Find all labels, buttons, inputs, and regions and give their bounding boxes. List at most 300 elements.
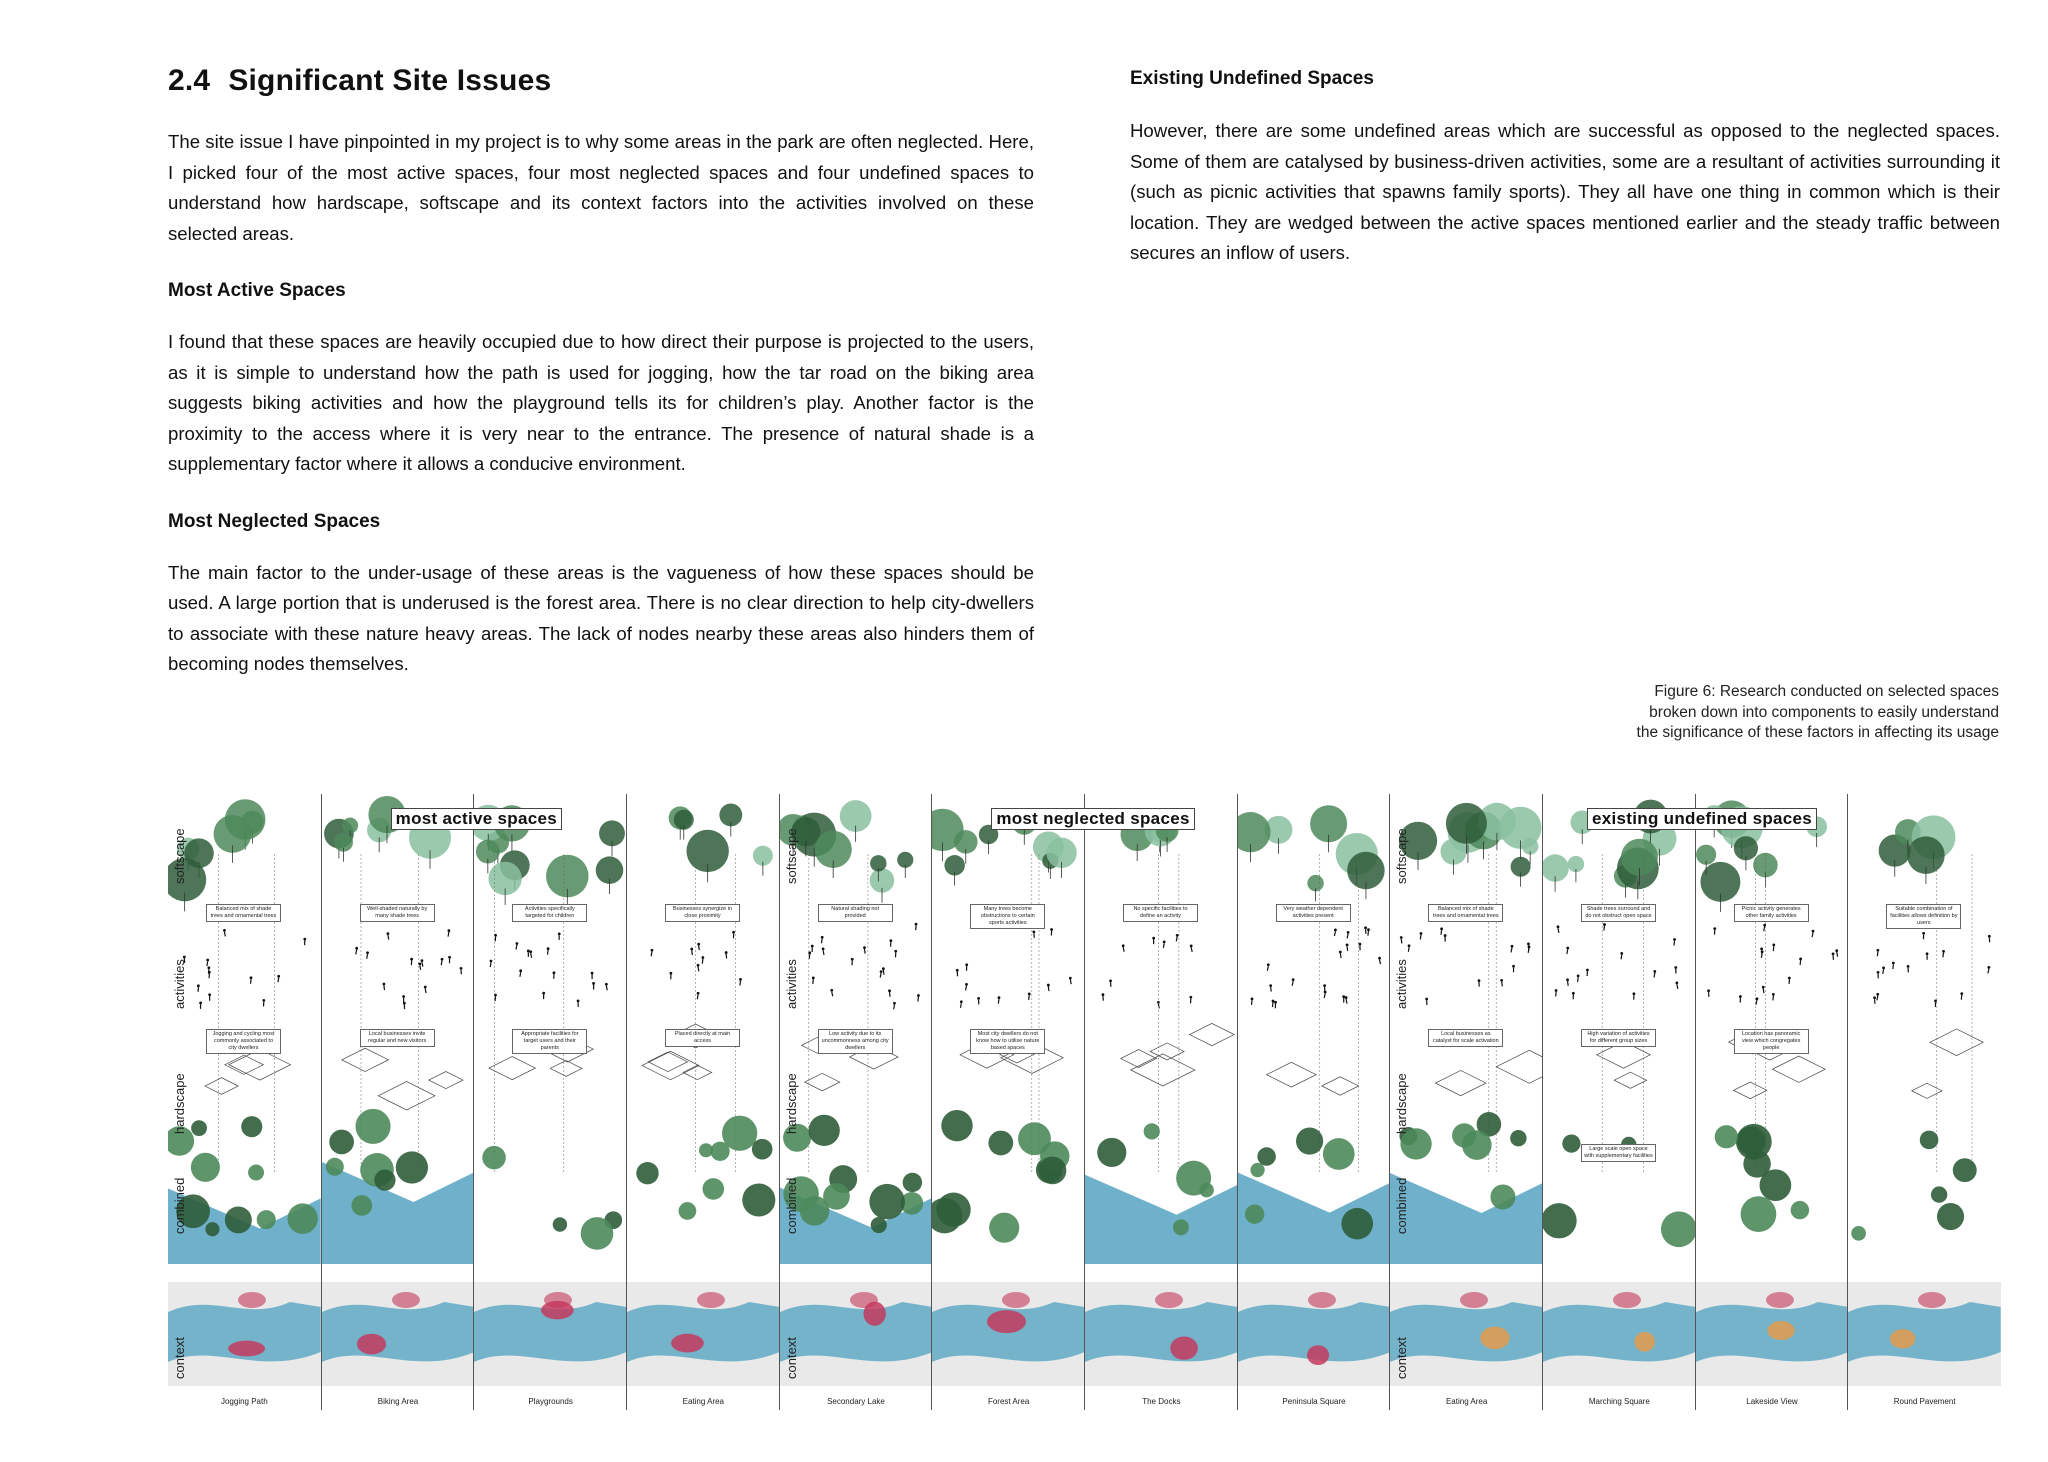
- person-mark: [1047, 984, 1050, 987]
- combined-tree-mark: [1250, 1163, 1264, 1177]
- person-mark: [1364, 926, 1367, 929]
- person-body: [697, 995, 698, 1000]
- person-mark: [1873, 996, 1876, 999]
- person-mark: [1342, 995, 1345, 998]
- combined-tree-mark: [483, 1146, 507, 1170]
- person-body: [692, 950, 693, 955]
- person-mark: [366, 951, 369, 954]
- person-mark: [1772, 993, 1775, 996]
- person-mark: [1760, 947, 1763, 950]
- context-highlight: [697, 1292, 725, 1308]
- person-mark: [1408, 944, 1411, 947]
- person-mark: [448, 956, 451, 959]
- person-mark: [960, 1000, 963, 1003]
- hardscape-mark: [1772, 1056, 1825, 1082]
- person-mark: [591, 972, 594, 975]
- person-body: [1877, 996, 1878, 1001]
- combined-tree-mark: [355, 1109, 390, 1144]
- row-label: activities: [783, 959, 799, 1009]
- person-mark: [520, 969, 523, 972]
- person-body: [1163, 943, 1164, 948]
- combined-tree-mark: [1511, 1130, 1527, 1146]
- person-mark: [914, 923, 917, 926]
- hardscape-mark: [1912, 1083, 1942, 1098]
- person-body: [388, 935, 389, 940]
- person-body: [1511, 948, 1512, 953]
- person-body: [1943, 953, 1944, 958]
- panel-label: Biking Area: [377, 1397, 419, 1406]
- hardscape-mark: [205, 1078, 238, 1095]
- person-mark: [1378, 957, 1381, 960]
- context-lake: [1390, 1302, 1543, 1362]
- person-mark: [208, 971, 211, 974]
- person-body: [384, 985, 385, 990]
- panel-note: Activities specifically targeted for children: [512, 904, 587, 922]
- combined-tree-mark: [248, 1165, 264, 1181]
- panel-label: Jogging Path: [220, 1397, 268, 1406]
- combined-tree-mark: [1144, 1123, 1160, 1139]
- hardscape-mark: [804, 1073, 839, 1091]
- figure-panel: [1389, 794, 1543, 1410]
- person-mark: [1269, 984, 1272, 987]
- context-highlight: [1308, 1292, 1336, 1308]
- context-lake: [1543, 1302, 1696, 1362]
- person-mark: [1831, 952, 1834, 955]
- combined-tree-mark: [1173, 1219, 1189, 1235]
- person-body: [1292, 981, 1293, 986]
- person-body: [1621, 955, 1622, 960]
- person-mark: [1271, 1000, 1274, 1003]
- combined-tree-mark: [679, 1202, 697, 1220]
- person-body: [1347, 946, 1348, 951]
- person-mark: [1772, 944, 1775, 947]
- panel-note: Many trees become obstructions to certain sports activities: [970, 904, 1045, 929]
- combined-tree-mark: [1740, 1196, 1776, 1232]
- context-highlight: [1767, 1321, 1794, 1340]
- water-mark: [322, 1162, 475, 1264]
- person-mark: [262, 999, 265, 1002]
- person-mark: [199, 1001, 202, 1004]
- person-mark: [1799, 958, 1802, 961]
- person-mark: [739, 978, 742, 981]
- person-body: [1763, 989, 1764, 994]
- person-mark: [1441, 927, 1444, 930]
- research-figure-strip: [168, 794, 2000, 1410]
- person-mark: [977, 997, 980, 1000]
- person-body: [422, 962, 423, 967]
- combined-tree-mark: [636, 1162, 658, 1184]
- person-body: [1763, 927, 1764, 932]
- person-mark: [1566, 978, 1569, 981]
- person-mark: [605, 983, 608, 986]
- person-body: [651, 952, 652, 957]
- panel-note: Local businesses invite regular and new visitors: [360, 1029, 435, 1047]
- context-highlight: [544, 1292, 572, 1308]
- person-body: [419, 965, 420, 970]
- context-highlight: [1155, 1292, 1183, 1308]
- person-body: [702, 959, 703, 964]
- person-mark: [1426, 998, 1429, 1001]
- person-body: [1340, 953, 1341, 958]
- person-mark: [812, 977, 815, 980]
- person-mark: [1555, 989, 1558, 992]
- row-label: combined: [1394, 1177, 1410, 1234]
- person-mark: [1250, 998, 1253, 1001]
- row-label: hardscape: [172, 1073, 187, 1134]
- person-mark: [355, 947, 358, 950]
- person-body: [1176, 937, 1177, 942]
- context-highlight: [1613, 1292, 1641, 1308]
- combined-tree-mark: [989, 1213, 1019, 1243]
- context-map: [1238, 1282, 1391, 1386]
- person-mark: [1713, 927, 1716, 930]
- context-map-drawing: [627, 1282, 780, 1386]
- person-body: [880, 973, 881, 978]
- context-map-drawing: [1085, 1282, 1238, 1386]
- person-mark: [1653, 970, 1656, 973]
- person-mark: [1176, 934, 1179, 937]
- person-mark: [440, 958, 443, 961]
- panel-note: No specific facilities to define an activity: [1123, 904, 1198, 922]
- combined-tree-mark: [1296, 1128, 1323, 1155]
- person-body: [224, 932, 225, 937]
- person-mark: [863, 946, 866, 949]
- combined-tree-mark: [1097, 1138, 1126, 1167]
- panel-label: Eating Area: [682, 1397, 725, 1406]
- row-label: hardscape: [1394, 1073, 1410, 1134]
- hardscape-mark: [1321, 1077, 1358, 1095]
- person-mark: [1988, 966, 1991, 969]
- context-highlight: [1918, 1292, 1946, 1308]
- person-mark: [1157, 1001, 1160, 1004]
- context-highlight: [1480, 1327, 1510, 1350]
- person-mark: [701, 956, 704, 959]
- combined-tree-mark: [191, 1153, 220, 1182]
- combined-tree-mark: [870, 1217, 886, 1233]
- combined-tree-mark: [329, 1130, 354, 1155]
- hardscape-mark: [1733, 1082, 1766, 1099]
- person-mark: [690, 948, 693, 951]
- person-body: [1071, 980, 1072, 985]
- undefined-spaces-paragraph: However, there are some undefined areas which are successful as opposed to the neglected spaces. Some of them are catalysed by business-driven activities, some are a resultant of activities surrounding it (such as picnic activities that spawns family sports). They all have one thing in common which is their location. They are wedged between the active spaces mentioned earlier and the steady traffic between secures an inflow of users.: [1130, 120, 2000, 263]
- person-mark: [1603, 923, 1606, 926]
- person-body: [1191, 947, 1192, 952]
- combined-tree-mark: [823, 1183, 850, 1210]
- person-mark: [1400, 936, 1403, 939]
- person-body: [1368, 931, 1369, 936]
- person-mark: [410, 958, 413, 961]
- panel-label: Round Pavement: [1893, 1397, 1956, 1406]
- person-mark: [1988, 935, 1991, 938]
- context-map: [1543, 1282, 1696, 1386]
- person-mark: [1707, 989, 1710, 992]
- person-mark: [1883, 966, 1886, 969]
- context-map: [322, 1282, 475, 1386]
- person-body: [448, 932, 449, 937]
- person-mark: [1811, 930, 1814, 933]
- person-body: [366, 954, 367, 959]
- combined-tree-mark: [191, 1120, 207, 1136]
- panel-note: Very weather dependent activities present: [1276, 904, 1351, 922]
- person-body: [864, 949, 865, 954]
- hardscape-mark: [1189, 1023, 1234, 1045]
- person-body: [1049, 986, 1050, 991]
- figure-caption: [1579, 682, 1999, 744]
- person-body: [1558, 928, 1559, 933]
- group-title: existing undefined spaces: [1587, 808, 1817, 830]
- panel-note: Businesses synergize in close proximity: [665, 904, 740, 922]
- person-body: [1568, 981, 1569, 986]
- combined-tree-mark: [1737, 1126, 1766, 1155]
- combined-tree-mark: [1759, 1169, 1791, 1201]
- person-mark: [651, 949, 654, 952]
- person-mark: [669, 972, 672, 975]
- person-body: [1654, 973, 1655, 978]
- panel-note: Balanced mix of shade trees and ornamental trees: [206, 904, 281, 922]
- person-body: [1441, 930, 1442, 935]
- combined-tree-mark: [1714, 1125, 1737, 1148]
- combined-tree-mark: [869, 1184, 905, 1220]
- context-map: [1848, 1282, 2001, 1386]
- combined-tree-mark: [287, 1203, 317, 1233]
- combined-tree-mark: [1245, 1205, 1264, 1224]
- person-mark: [697, 943, 700, 946]
- person-mark: [851, 958, 854, 961]
- person-body: [278, 978, 279, 983]
- context-map-drawing: [1543, 1282, 1696, 1386]
- person-mark: [1122, 944, 1125, 947]
- person-body: [823, 950, 824, 955]
- group-title: most neglected spaces: [991, 808, 1194, 830]
- combined-tree-mark: [742, 1183, 775, 1216]
- person-mark: [725, 951, 728, 954]
- person-mark: [1633, 992, 1636, 995]
- person-body: [1272, 1002, 1273, 1007]
- person-body: [548, 950, 549, 955]
- panel-label: Lakeside View: [1746, 1397, 1798, 1406]
- context-map: [1085, 1282, 1238, 1386]
- combined-tree-mark: [1937, 1203, 1964, 1230]
- context-map: [168, 1282, 321, 1386]
- person-mark: [1877, 971, 1880, 974]
- panel-note: Natural shading not provided: [818, 904, 893, 922]
- person-mark: [1420, 932, 1423, 935]
- combined-tree-mark: [395, 1151, 427, 1183]
- person-body: [1756, 1000, 1757, 1005]
- person-mark: [1028, 993, 1031, 996]
- person-mark: [1478, 979, 1481, 982]
- person-body: [207, 961, 208, 966]
- page-title: [168, 64, 1034, 98]
- combined-tree-mark: [808, 1115, 839, 1146]
- person-body: [1409, 947, 1410, 952]
- person-mark: [1961, 992, 1964, 995]
- person-mark: [418, 963, 421, 966]
- hardscape-mark: [1266, 1062, 1315, 1087]
- active-spaces-heading: Most Active Spaces: [168, 280, 346, 301]
- context-lake: [780, 1302, 933, 1362]
- panel-note: Placed directly at main access: [665, 1029, 740, 1047]
- hardscape-mark: [1930, 1029, 1983, 1056]
- person-mark: [1190, 944, 1193, 947]
- person-body: [1502, 982, 1503, 987]
- panel-note: Large scale open space with supplementary facilities: [1581, 1144, 1656, 1162]
- right-column: [1130, 64, 2000, 269]
- person-body: [961, 1003, 962, 1008]
- person-body: [1567, 949, 1568, 954]
- person-mark: [1069, 977, 1072, 980]
- person-mark: [1344, 996, 1347, 999]
- panel-note: Well-shaded naturally by many shade trees: [360, 904, 435, 922]
- combined-tree-mark: [225, 1206, 252, 1233]
- combined-tree-mark: [1341, 1208, 1373, 1240]
- person-mark: [1345, 943, 1348, 946]
- caption-line: broken down into components to easily understand: [1649, 703, 1999, 721]
- context-map: [474, 1282, 627, 1386]
- row-label: combined: [783, 1177, 799, 1234]
- context-map: [627, 1282, 780, 1386]
- combined-tree-mark: [752, 1139, 773, 1160]
- panel-note: Suitable combination of facilities allows definition by users: [1886, 904, 1961, 929]
- undefined-spaces-heading: Existing Undefined Spaces: [1130, 68, 1374, 89]
- person-body: [831, 992, 832, 997]
- person-mark: [1291, 978, 1294, 981]
- person-mark: [894, 950, 897, 953]
- figure-panel: [931, 794, 1085, 1410]
- person-mark: [223, 929, 226, 932]
- context-highlight: [1002, 1292, 1030, 1308]
- section-number: 2.4: [168, 64, 211, 97]
- figure-panel: [1847, 794, 2001, 1410]
- person-body: [607, 986, 608, 991]
- tree-mark: [1543, 854, 1569, 882]
- hardscape-mark: [648, 1052, 687, 1072]
- person-mark: [810, 945, 813, 948]
- hardscape-mark: [642, 1051, 699, 1079]
- person-mark: [577, 1000, 580, 1003]
- row-label: activities: [172, 959, 187, 1009]
- hardscape-mark: [225, 1055, 264, 1074]
- person-body: [893, 1005, 894, 1010]
- combined-tree-mark: [1039, 1157, 1067, 1185]
- context-highlight: [850, 1292, 878, 1308]
- person-mark: [208, 993, 211, 996]
- person-mark: [956, 969, 959, 972]
- person-mark: [1739, 995, 1742, 998]
- person-body: [1604, 926, 1605, 931]
- row-label: context: [783, 1337, 799, 1379]
- person-mark: [1761, 986, 1764, 989]
- person-body: [491, 962, 492, 967]
- panel-note: Appropriate facilities for target users and their parents: [512, 1029, 587, 1054]
- person-body: [516, 945, 517, 950]
- combined-tree-mark: [1491, 1184, 1516, 1209]
- context-map-drawing: [1848, 1282, 2001, 1386]
- context-highlight: [987, 1310, 1026, 1333]
- person-mark: [830, 989, 833, 992]
- person-mark: [1877, 993, 1880, 996]
- row-label: combined: [172, 1177, 187, 1234]
- person-body: [1402, 939, 1403, 944]
- person-mark: [1673, 938, 1676, 941]
- person-mark: [303, 938, 306, 941]
- panel-note: Shade trees surround and do not obstruct open space: [1581, 904, 1656, 922]
- person-mark: [1934, 1000, 1937, 1003]
- person-body: [1251, 1000, 1252, 1005]
- person-body: [1029, 995, 1030, 1000]
- person-mark: [1763, 924, 1766, 927]
- person-body: [1324, 993, 1325, 998]
- hardscape-mark: [1497, 1050, 1543, 1083]
- panel-note: Local businesses as catalyst for scale activation: [1428, 1029, 1503, 1047]
- context-highlight: [1890, 1329, 1916, 1348]
- combined-tree-mark: [1953, 1158, 1977, 1182]
- combined-tree-mark: [1543, 1203, 1577, 1238]
- context-lake: [627, 1302, 780, 1362]
- context-map: [1390, 1282, 1543, 1386]
- context-map: [1696, 1282, 1849, 1386]
- panel-note: Picnic activity generates other family activities: [1734, 904, 1809, 922]
- panel-note: Low activity due to its uncommonness among city dwellers: [818, 1029, 893, 1054]
- person-mark: [1033, 930, 1036, 933]
- person-mark: [1444, 934, 1447, 937]
- panel-note: Most city dwellers do not know how to utilise nature based spaces: [970, 1029, 1045, 1054]
- combined-tree-mark: [1920, 1131, 1939, 1150]
- intro-paragraph: The site issue I have pinpointed in my project is to why some areas in the park are often neglected. Here, I picked four of the most active spaces, four most neglected spaces and four undefined spaces to understand how hardscape, softscape and its context factors into the activities involved on these selected areas.: [168, 131, 1034, 244]
- person-mark: [1557, 925, 1560, 928]
- person-mark: [183, 956, 186, 959]
- context-lake: [1848, 1302, 2001, 1362]
- combined-tree-mark: [581, 1217, 614, 1250]
- person-mark: [1109, 979, 1112, 982]
- context-map-drawing: [474, 1282, 627, 1386]
- person-mark: [1926, 952, 1929, 955]
- hardscape-mark: [1614, 1072, 1646, 1088]
- person-mark: [1346, 931, 1349, 934]
- person-body: [1812, 933, 1813, 938]
- figure-panel: [1237, 794, 1391, 1410]
- hardscape-mark: [1131, 1054, 1195, 1086]
- hardscape-mark: [378, 1082, 435, 1110]
- combined-tree-mark: [325, 1158, 343, 1176]
- context-highlight: [1460, 1292, 1488, 1308]
- hardscape-mark: [428, 1072, 462, 1089]
- person-mark: [1189, 996, 1192, 999]
- person-body: [520, 972, 521, 977]
- combined-tree-mark: [989, 1131, 1014, 1156]
- person-mark: [1527, 943, 1530, 946]
- section-title: Significant Site Issues: [228, 64, 552, 97]
- person-mark: [966, 963, 969, 966]
- person-body: [1334, 931, 1335, 936]
- panel-label: Playgrounds: [528, 1397, 573, 1406]
- person-mark: [1586, 969, 1589, 972]
- panel-note: Balanced mix of shade trees and ornamental trees: [1428, 904, 1503, 922]
- context-map-drawing: [1238, 1282, 1391, 1386]
- person-mark: [917, 994, 920, 997]
- person-mark: [1267, 963, 1270, 966]
- context-map: [780, 1282, 933, 1386]
- caption-line: Figure 6: Research conducted on selected spaces: [1654, 683, 1999, 700]
- person-body: [1123, 947, 1124, 952]
- context-lake: [322, 1302, 475, 1362]
- combined-tree-mark: [702, 1178, 724, 1200]
- hardscape-mark: [489, 1057, 535, 1080]
- person-body: [1267, 966, 1268, 971]
- row-label: hardscape: [783, 1073, 799, 1134]
- person-mark: [1892, 962, 1895, 965]
- person-mark: [732, 931, 735, 934]
